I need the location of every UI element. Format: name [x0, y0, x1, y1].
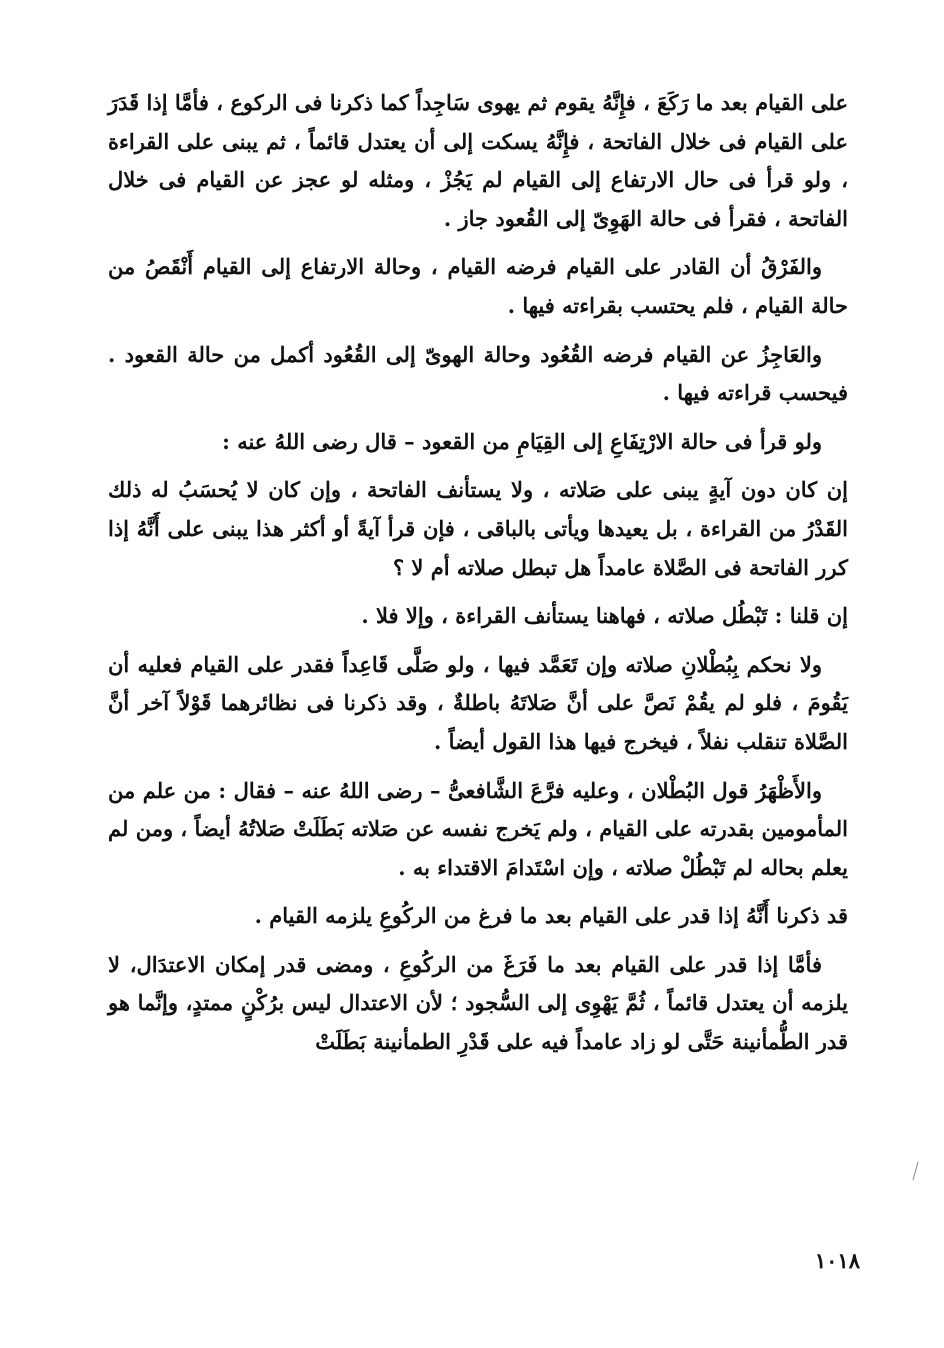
- paragraph-2: والفَرْقُ أن القادر على القيام فرضه القيام ، وحالة الارتفاع إلى القيام أَنْقَصُ من حالة القيام ، فلم يحتسب بقراءته فيها .: [108, 254, 848, 318]
- page-number: ١٠١٨: [814, 1248, 860, 1273]
- paragraph-5: إن كان دون آيةٍ يبنى على صَلاته ، ولا يستأنف الفاتحة ، وإن كان لا يُحسَبُ له ذلك القَدْرُ من القراءة ، بل يعيدها ويأتى بالباقى ، فإن قرأ آيةً أو أكثر هذا يبنى على أَنَّهُ إذا كرر الفاتحة فى الصَّلاة عامداً هل تبطل صلاته أم لا ؟: [108, 477, 848, 580]
- paragraph-8: والأَظْهَرُ قول البُطْلان ، وعليه فرَّعَ الشَّافعىُّ – رضى اللهُ عنه – فقال : من علم من المأمومين بقدرته على القيام ، ولم يَخرج نفسه عن صَلاته بَطَلَتْ صَلاتُهُ أيضاً ، ومن لم يعلم بحاله لم تَبْطُلْ صلاته ، وإن اسْتَدامَ الاقتداء به .: [108, 777, 848, 880]
- margin-tick-mark: [910, 1160, 920, 1182]
- paragraph-7: ولا نحكم بِبُطْلانِ صلاته وإن تَعَمَّد فيها ، ولو صَلَّى قَاعِداً فقدر على القيام فعليه أن يَقُومَ ، فلو لم يقُمْ نَصَّ على أنَّ صَلاتَهُ باطلةٌ ، وقد ذكرنا فى نظائرهما قَوْلاً آخر أنَّ الصَّلاة تنقلب نفلاً ، فيخرج فيها هذا القول أيضاً .: [108, 651, 848, 754]
- paragraph-4: ولو قرأ فى حالة الارْتِفَاعِ إلى القِيَامِ من القعود – قال رضى اللهُ عنه :: [222, 428, 822, 454]
- paragraph-10: فأمَّا إذا قدر على القيام بعد ما فَرَغَ من الركُوعِ ، ومضى قدر إمكان الاعتدَال، لا يلزمه أن يعتدل قائماً ، ثُمَّ يَهْوِى إلى السُّجود ؛ لأن الاعتدال ليس برُكْنٍ ممتدٍ، وإنَّما هو قدر الطُّمأنينة حَتَّى لو زاد عامداً فيه على قَدْرِ الطمأنينة بَطَلَتْ: [108, 951, 848, 1055]
- paragraph-6: إن قلنا : تَبْطُل صلاته ، فهاهنا يستأنف القراءة ، وإلا فلا .: [361, 603, 848, 629]
- paragraph-9: قد ذكرنا أَنَّهُ إذا قدر على القيام بعد ما فرغ من الركُوعِ يلزمه القيام .: [254, 903, 848, 929]
- paragraph-3: والعَاجِزُ عن القيام فرضه القُعُود وحالة الهوىّ إلى القُعُود أكمل من حالة القعود . فيحسب قراءته فيها .: [108, 341, 848, 406]
- paragraph-1: على القيام بعد ما رَكَعَ ، فإِنَّهُ يقوم ثم يهوى سَاجِداً كما ذكرنا فى الركوع ، فأمَّا إذا قَدَرَ على القيام فى خلال الفاتحة ، فإِنَّهُ يسكت إلى أن يعتدل قائماً ، ثم يبنى على القراءة ، ولو قرأ فى حال الارتفاع إلى القيام لم يَجُزْ ، ومثله لو عجز عن القيام فى خلال الفاتحة ، فقرأ فى حالة الهَوِىّ إلى القُعود جاز .: [108, 90, 848, 231]
- body-text: [108, 84, 848, 1072]
